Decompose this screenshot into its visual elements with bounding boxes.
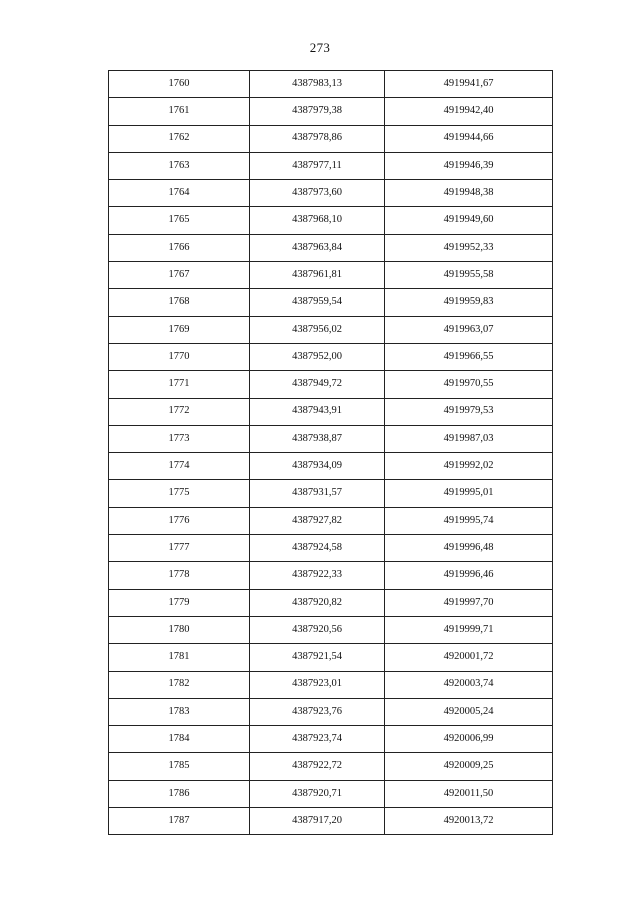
y-coordinate-cell: 4919970,55: [385, 371, 553, 398]
x-coordinate-cell: 4387923,76: [250, 698, 385, 725]
table-row: [109, 480, 553, 507]
x-coordinate-cell: 4387923,01: [250, 671, 385, 698]
y-coordinate-cell: 4919995,01: [385, 480, 553, 507]
x-coordinate-cell: 4387973,60: [250, 180, 385, 207]
coordinates-table-body: [109, 71, 553, 835]
table-row: [109, 262, 553, 289]
table-row: [109, 698, 553, 725]
coordinates-table: [108, 70, 553, 835]
y-coordinate-cell: 4919997,70: [385, 589, 553, 616]
y-coordinate-cell: 4919946,39: [385, 152, 553, 179]
x-coordinate-cell: 4387917,20: [250, 808, 385, 835]
x-coordinate-cell: 4387922,72: [250, 753, 385, 780]
y-coordinate-cell: 4919996,46: [385, 562, 553, 589]
point-number-cell: 1774: [109, 453, 250, 480]
point-number-cell: 1776: [109, 507, 250, 534]
y-coordinate-cell: 4919992,02: [385, 453, 553, 480]
x-coordinate-cell: 4387938,87: [250, 425, 385, 452]
point-number-cell: 1768: [109, 289, 250, 316]
point-number-cell: 1764: [109, 180, 250, 207]
y-coordinate-cell: 4920001,72: [385, 644, 553, 671]
y-coordinate-cell: 4920011,50: [385, 780, 553, 807]
point-number-cell: 1770: [109, 343, 250, 370]
point-number-cell: 1766: [109, 234, 250, 261]
x-coordinate-cell: 4387952,00: [250, 343, 385, 370]
x-coordinate-cell: 4387977,11: [250, 152, 385, 179]
x-coordinate-cell: 4387961,81: [250, 262, 385, 289]
table-row: [109, 180, 553, 207]
y-coordinate-cell: 4919995,74: [385, 507, 553, 534]
y-coordinate-cell: 4919999,71: [385, 616, 553, 643]
table-row: [109, 507, 553, 534]
point-number-cell: 1783: [109, 698, 250, 725]
point-number-cell: 1772: [109, 398, 250, 425]
table-row: [109, 535, 553, 562]
page-number: 273: [309, 40, 331, 55]
table-row: [109, 343, 553, 370]
y-coordinate-cell: 4919963,07: [385, 316, 553, 343]
x-coordinate-cell: 4387943,91: [250, 398, 385, 425]
y-coordinate-cell: 4919966,55: [385, 343, 553, 370]
y-coordinate-cell: 4919952,33: [385, 234, 553, 261]
x-coordinate-cell: 4387979,38: [250, 98, 385, 125]
x-coordinate-cell: 4387924,58: [250, 535, 385, 562]
point-number-cell: 1773: [109, 425, 250, 452]
point-number-cell: 1780: [109, 616, 250, 643]
x-coordinate-cell: 4387922,33: [250, 562, 385, 589]
point-number-cell: 1778: [109, 562, 250, 589]
table-row: [109, 753, 553, 780]
table-row: [109, 234, 553, 261]
table-row: [109, 644, 553, 671]
table-row: [109, 425, 553, 452]
table-row: [109, 98, 553, 125]
y-coordinate-cell: 4920006,99: [385, 726, 553, 753]
x-coordinate-cell: 4387983,13: [250, 71, 385, 98]
point-number-cell: 1769: [109, 316, 250, 343]
x-coordinate-cell: 4387978,86: [250, 125, 385, 152]
table-row: [109, 125, 553, 152]
x-coordinate-cell: 4387959,54: [250, 289, 385, 316]
table-row: [109, 616, 553, 643]
x-coordinate-cell: 4387934,09: [250, 453, 385, 480]
x-coordinate-cell: 4387963,84: [250, 234, 385, 261]
table-row: [109, 371, 553, 398]
point-number-cell: 1787: [109, 808, 250, 835]
x-coordinate-cell: 4387949,72: [250, 371, 385, 398]
point-number-cell: 1781: [109, 644, 250, 671]
x-coordinate-cell: 4387923,74: [250, 726, 385, 753]
point-number-cell: 1782: [109, 671, 250, 698]
point-number-cell: 1761: [109, 98, 250, 125]
x-coordinate-cell: 4387927,82: [250, 507, 385, 534]
table-row: [109, 152, 553, 179]
point-number-cell: 1777: [109, 535, 250, 562]
point-number-cell: 1771: [109, 371, 250, 398]
x-coordinate-cell: 4387920,82: [250, 589, 385, 616]
y-coordinate-cell: 4919996,48: [385, 535, 553, 562]
point-number-cell: 1785: [109, 753, 250, 780]
point-number-cell: 1786: [109, 780, 250, 807]
x-coordinate-cell: 4387931,57: [250, 480, 385, 507]
x-coordinate-cell: 4387920,56: [250, 616, 385, 643]
y-coordinate-cell: 4920009,25: [385, 753, 553, 780]
y-coordinate-cell: 4920003,74: [385, 671, 553, 698]
y-coordinate-cell: 4919955,58: [385, 262, 553, 289]
point-number-cell: 1760: [109, 71, 250, 98]
point-number-cell: 1762: [109, 125, 250, 152]
y-coordinate-cell: 4919959,83: [385, 289, 553, 316]
point-number-cell: 1779: [109, 589, 250, 616]
y-coordinate-cell: 4919949,60: [385, 207, 553, 234]
y-coordinate-cell: 4919948,38: [385, 180, 553, 207]
point-number-cell: 1767: [109, 262, 250, 289]
table-row: [109, 589, 553, 616]
table-row: [109, 726, 553, 753]
table-row: [109, 780, 553, 807]
point-number-cell: 1784: [109, 726, 250, 753]
x-coordinate-cell: 4387956,02: [250, 316, 385, 343]
y-coordinate-cell: 4920013,72: [385, 808, 553, 835]
table-row: [109, 71, 553, 98]
y-coordinate-cell: 4919987,03: [385, 425, 553, 452]
table-row: [109, 398, 553, 425]
table-row: [109, 671, 553, 698]
x-coordinate-cell: 4387920,71: [250, 780, 385, 807]
table-row: [109, 316, 553, 343]
table-row: [109, 289, 553, 316]
point-number-cell: 1765: [109, 207, 250, 234]
x-coordinate-cell: 4387968,10: [250, 207, 385, 234]
y-coordinate-cell: 4920005,24: [385, 698, 553, 725]
y-coordinate-cell: 4919944,66: [385, 125, 553, 152]
y-coordinate-cell: 4919979,53: [385, 398, 553, 425]
y-coordinate-cell: 4919942,40: [385, 98, 553, 125]
table-row: [109, 808, 553, 835]
point-number-cell: 1763: [109, 152, 250, 179]
x-coordinate-cell: 4387921,54: [250, 644, 385, 671]
table-row: [109, 207, 553, 234]
table-row: [109, 562, 553, 589]
table-row: [109, 453, 553, 480]
point-number-cell: 1775: [109, 480, 250, 507]
y-coordinate-cell: 4919941,67: [385, 71, 553, 98]
